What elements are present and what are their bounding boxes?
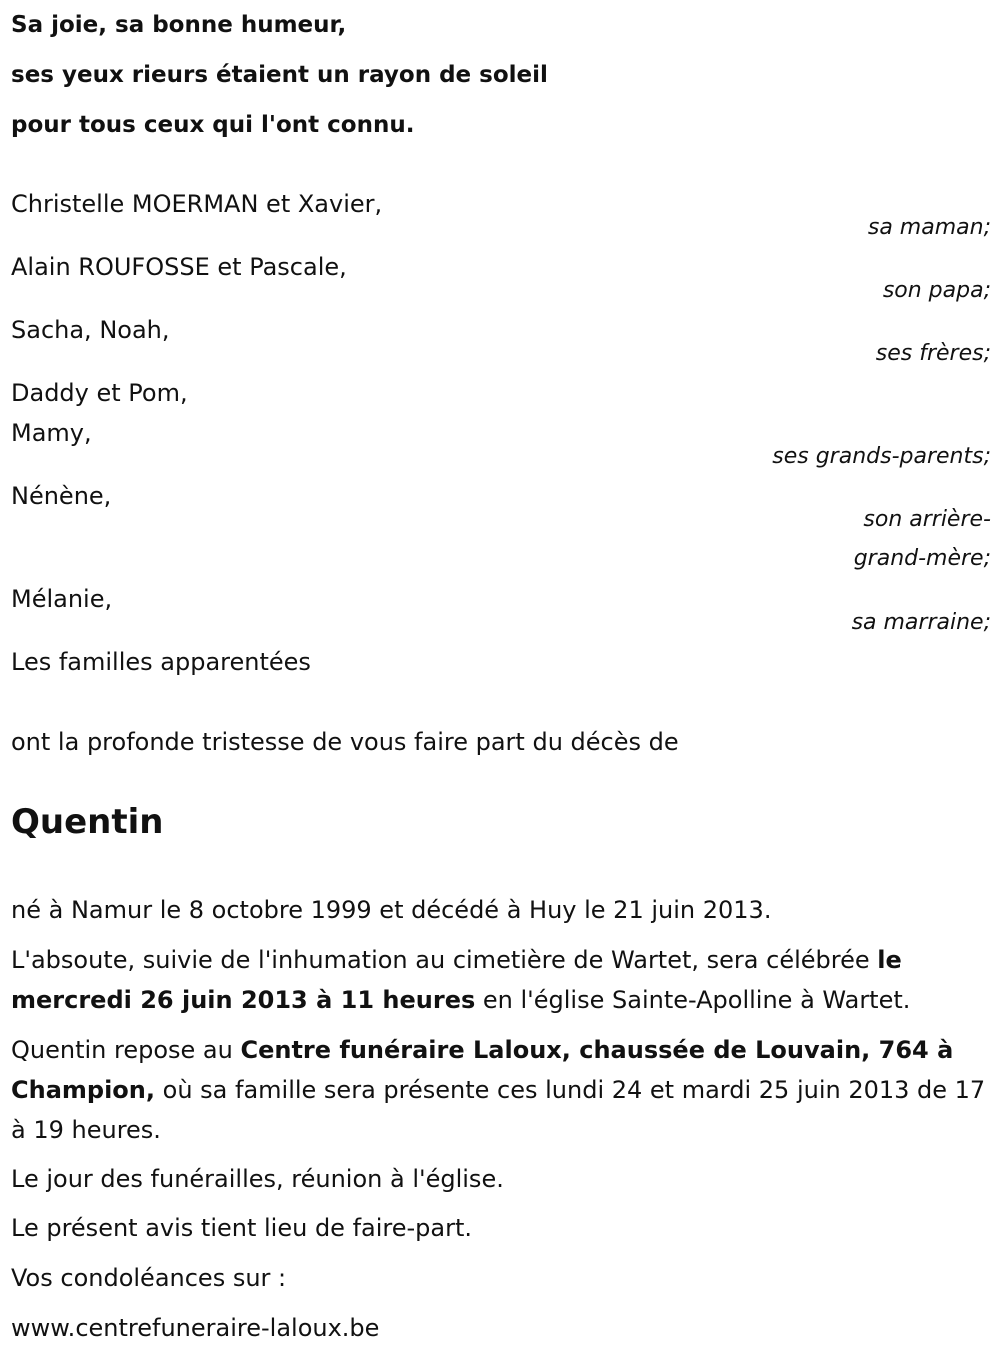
family-sacha-noah: Sacha, Noah, — [11, 316, 170, 344]
birth-death-text: né à Namur le 8 octobre 1999 et décédé à Huy le 21 juin 2013. — [11, 896, 772, 924]
repose-place: Centre funéraire Laloux, chaussée de Louvain, 764 à Champion, — [11, 1036, 954, 1104]
family-melanie: Mélanie, — [11, 585, 113, 613]
family-apparentees: Les familles apparentées — [11, 648, 311, 676]
website-link[interactable]: www.centrefuneraire-laloux.be — [11, 1314, 380, 1342]
announcement-text: ont la profonde tristesse de vous faire part du décès de — [11, 728, 679, 756]
repose-paragraph — [11, 1030, 996, 1150]
family-daddy-pom: Daddy et Pom, — [11, 379, 188, 407]
repose-text-1: Quentin repose au — [11, 1036, 241, 1064]
relation-grands-parents: ses grands-parents; — [772, 444, 991, 469]
relation-papa: son papa; — [882, 278, 991, 303]
ceremony-date: le mercredi 26 juin 2013 à 11 heures — [11, 946, 902, 1014]
relation-marraine: sa marraine; — [851, 610, 991, 635]
ceremony-text-1: L'absoute, suivie de l'inhumation au cimetière de Wartet, sera célébrée — [11, 946, 878, 974]
family-alain: Alain ROUFOSSE et Pascale, — [11, 253, 347, 281]
family-christelle: Christelle MOERMAN et Xavier, — [11, 190, 383, 218]
ceremony-text-2: en l'église Sainte-Apolline à Wartet. — [475, 986, 911, 1014]
family-mamy: Mamy, — [11, 419, 92, 447]
avis-text: Le présent avis tient lieu de faire-part. — [11, 1214, 473, 1242]
ceremony-paragraph — [11, 940, 996, 1020]
relation-arriere: son arrière- — [863, 507, 991, 532]
deceased-name: Quentin — [11, 802, 164, 842]
relation-freres: ses frères; — [875, 341, 991, 366]
relation-maman: sa maman; — [867, 215, 991, 240]
quote-line-1: Sa joie, sa bonne humeur, — [11, 12, 347, 38]
relation-grand-mere: grand-mère; — [853, 546, 991, 571]
family-nenene: Nénène, — [11, 482, 112, 510]
quote-line-3: pour tous ceux qui l'ont connu. — [11, 112, 415, 138]
repose-text-2: où sa famille sera présente ces lundi 24 et mardi 25 juin 2013 de 17 à 19 heures. — [11, 1076, 986, 1144]
quote-line-2: ses yeux rieurs étaient un rayon de soleil — [11, 62, 548, 88]
reunion-text: Le jour des funérailles, réunion à l'église. — [11, 1165, 504, 1193]
condoleances-text: Vos condoléances sur : — [11, 1264, 287, 1292]
